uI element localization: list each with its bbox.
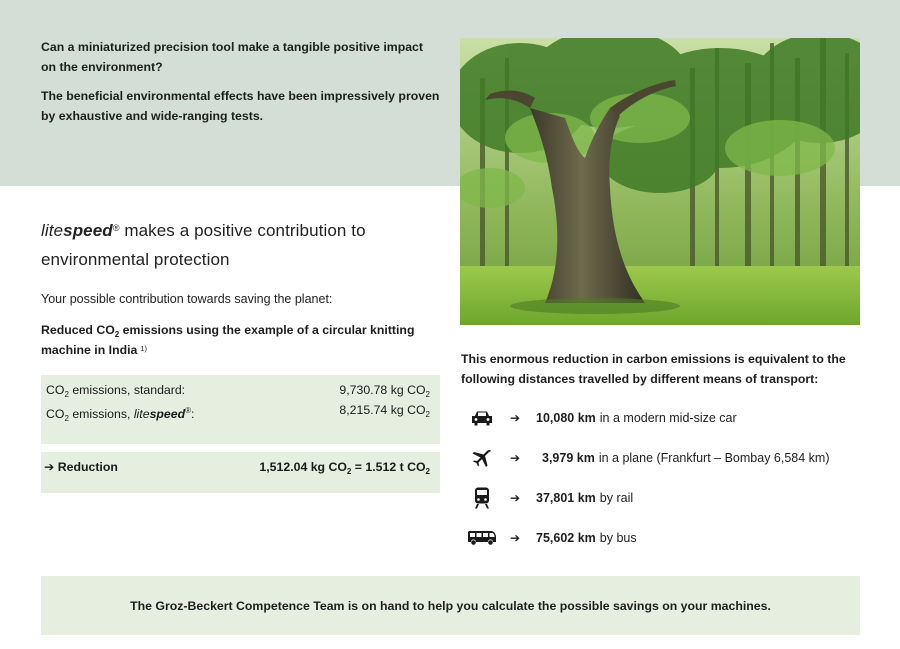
reduced-emissions-heading: Reduced $CO_2$ emissions using the example of a circular knitting machine in India $^{1)}$	[41, 323, 415, 357]
plane-icon	[466, 445, 498, 471]
arrow-icon: ➔	[44, 460, 55, 474]
contribution-text: Your possible contribution towards saving the planet:	[41, 292, 333, 306]
intro-text	[41, 37, 441, 126]
intro-question: Can a miniaturized precision tool make a tangible positive impact on the environment?	[41, 40, 423, 74]
reduction-box	[41, 452, 440, 493]
transport-row-bus: ➔ 75,602 km by bus	[466, 525, 886, 551]
footnote-marker: 1)	[140, 344, 148, 353]
heading-text: makes a positive contribution to environmental protection	[41, 221, 366, 269]
transport-row-plane: ➔ 3,979 km in a plane (Frankfurt – Bombay 6,584 km)	[466, 445, 886, 471]
car-icon	[466, 405, 498, 431]
equivalent-text: This enormous reduction in carbon emissions is equivalent to the following distances travelled by different means of transport:	[461, 352, 846, 386]
intro-statement: The beneficial environmental effects have been impressively proven by exhaustive and wide-ranging tests.	[41, 89, 440, 123]
transport-row-car: ➔ 10,080 km in a modern mid-size car	[466, 405, 886, 431]
reduction-value: 1,512.04 kg $CO_2 = 1.512$ t $CO_2$	[259, 460, 430, 476]
emissions-standard-value: 9,730.78 kg $CO_2$	[339, 383, 430, 399]
brand-name: litespeed®	[41, 221, 120, 240]
arrow-icon: ➔	[510, 411, 521, 425]
emissions-row-standard: $CO_2$ emissions, standard: 9,730.78 kg $CO_2$	[46, 383, 430, 399]
emissions-table	[41, 375, 440, 444]
arrow-icon: ➔	[510, 491, 521, 505]
reduction-label: ➔ Reduction	[44, 460, 118, 474]
page-heading	[41, 216, 441, 274]
footer-banner	[41, 576, 860, 635]
footer-text: The Groz-Beckert Competence Team is on hand to help you calculate the possible savings on your machines.	[130, 598, 771, 613]
bus-icon	[466, 525, 498, 551]
arrow-icon: ➔	[510, 451, 521, 465]
emissions-litespeed-value: 8,215.74 kg $CO_2$	[339, 403, 430, 419]
emissions-row-litespeed: $CO_2$ emissions, litespeed®: 8,215.74 kg $CO_2$	[46, 403, 430, 424]
forest-tree-photo	[460, 38, 860, 325]
arrow-icon: ➔	[510, 531, 521, 545]
train-icon	[466, 485, 498, 511]
transport-row-train: ➔ 37,801 km by rail	[466, 485, 886, 511]
